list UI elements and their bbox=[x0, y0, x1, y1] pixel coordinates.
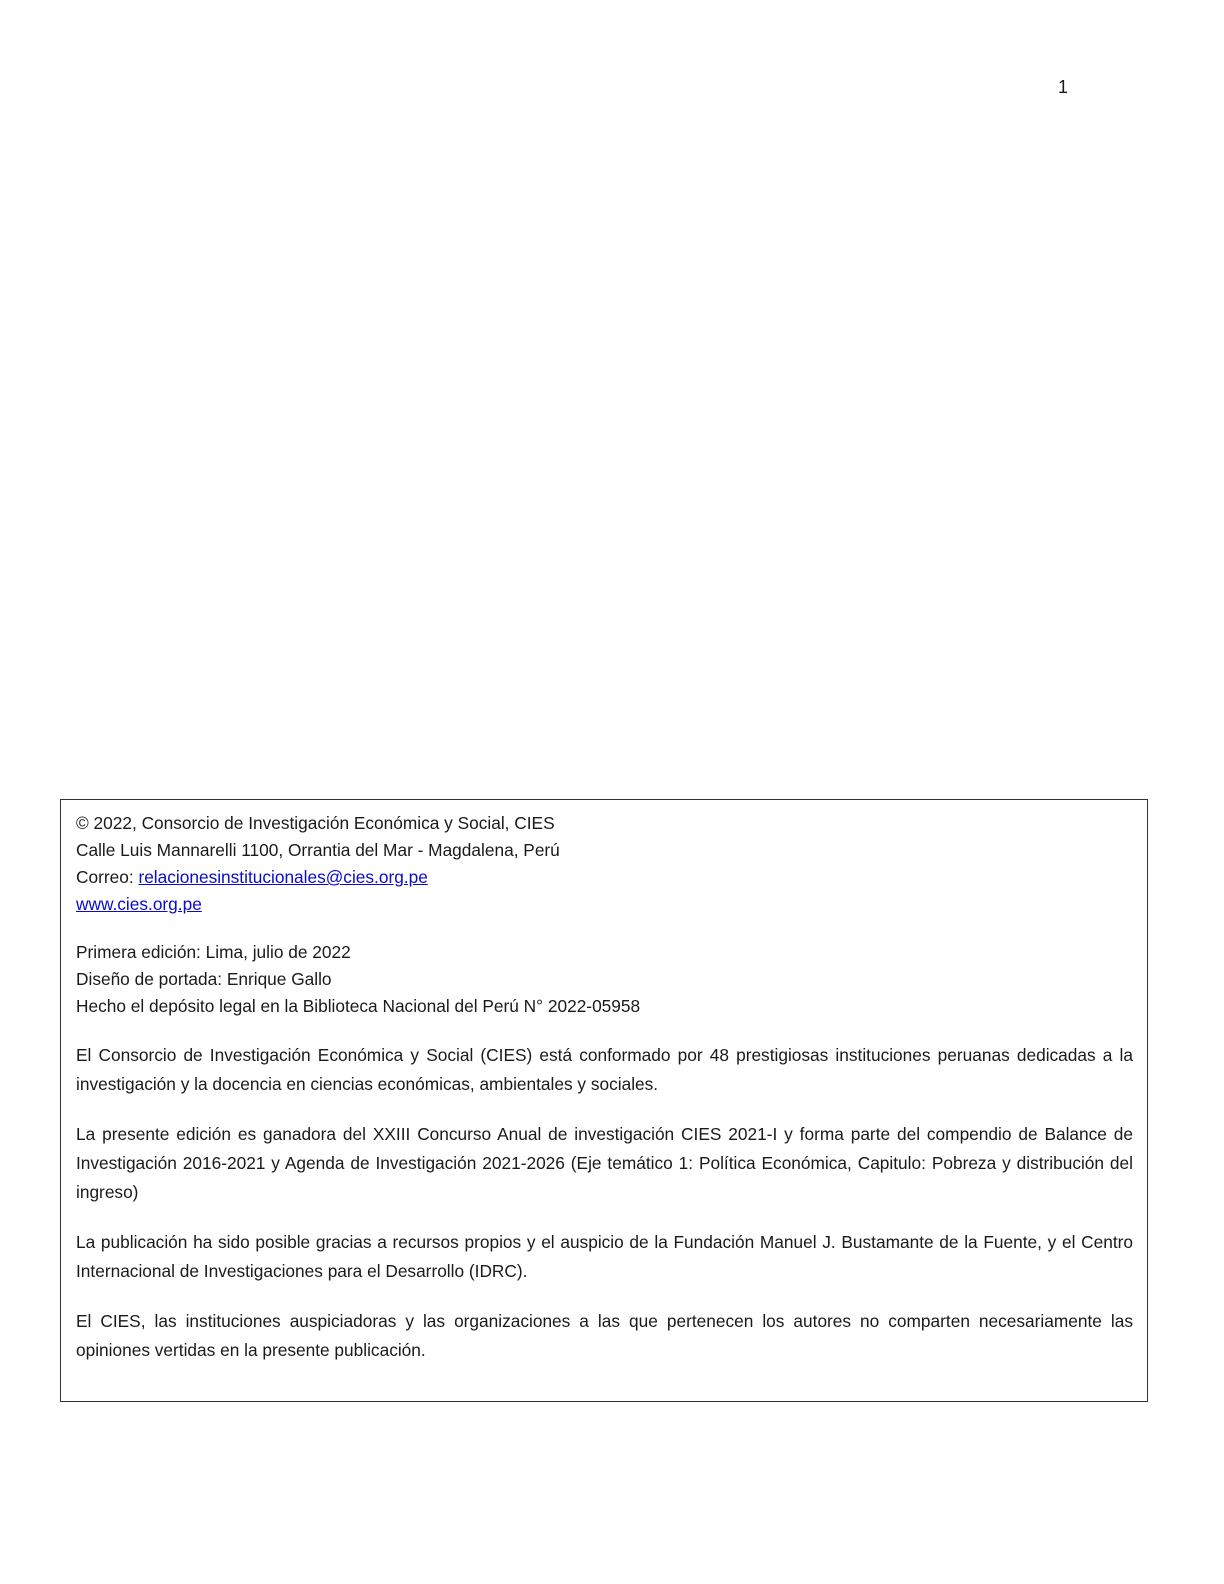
email-label: Correo: bbox=[76, 867, 139, 887]
website-link[interactable]: www.cies.org.pe bbox=[76, 894, 202, 914]
legal-deposit: Hecho el depósito legal en la Biblioteca Nacional del Perú N° 2022-05958 bbox=[76, 996, 641, 1016]
address-line: Calle Luis Mannarelli 1100, Orrantia del Mar - Magdalena, Perú bbox=[76, 840, 560, 860]
publisher-info bbox=[76, 810, 1133, 918]
first-edition: Primera edición: Lima, julio de 2022 bbox=[76, 942, 351, 962]
page-number: 1 bbox=[1058, 77, 1069, 97]
copyright-box bbox=[60, 799, 1148, 1402]
edition-info bbox=[76, 939, 1133, 1020]
cover-design: Diseño de portada: Enrique Gallo bbox=[76, 969, 332, 989]
copyright-line: © 2022, Consorcio de Investigación Económica y Social, CIES bbox=[76, 813, 555, 833]
paragraph-sponsorship: La publicación ha sido posible gracias a recursos propios y el auspicio de la Fundación Manuel J. Bustamante de la Fuente, y el Centro Internacional de Investigaciones para el Desarrollo (IDRC). bbox=[76, 1232, 1133, 1281]
email-link[interactable]: relacionesinstitucionales@cies.org.pe bbox=[138, 867, 428, 887]
paragraph-disclaimer: El CIES, las instituciones auspiciadoras y las organizaciones a las que pertenecen los autores no comparten necesariamente las opiniones vertidas en la presente publicación. bbox=[76, 1311, 1133, 1360]
paragraph-cies-description: El Consorcio de Investigación Económica y Social (CIES) está conformado por 48 prestigiosas instituciones peruanas dedicadas a la investigación y la docencia en ciencias económicas, ambientales y sociales. bbox=[76, 1045, 1133, 1094]
email-line bbox=[76, 864, 1133, 891]
website-line bbox=[76, 891, 1133, 918]
paragraph-contest-winner: La presente edición es ganadora del XXIII Concurso Anual de investigación CIES 2021-I y forma parte del compendio de Balance de Investigación 2016-2021 y Agenda de Investigación 2021-2026 (Eje temático 1: Política Económica, Capitulo: Pobreza y distribución del ingreso) bbox=[76, 1124, 1133, 1202]
